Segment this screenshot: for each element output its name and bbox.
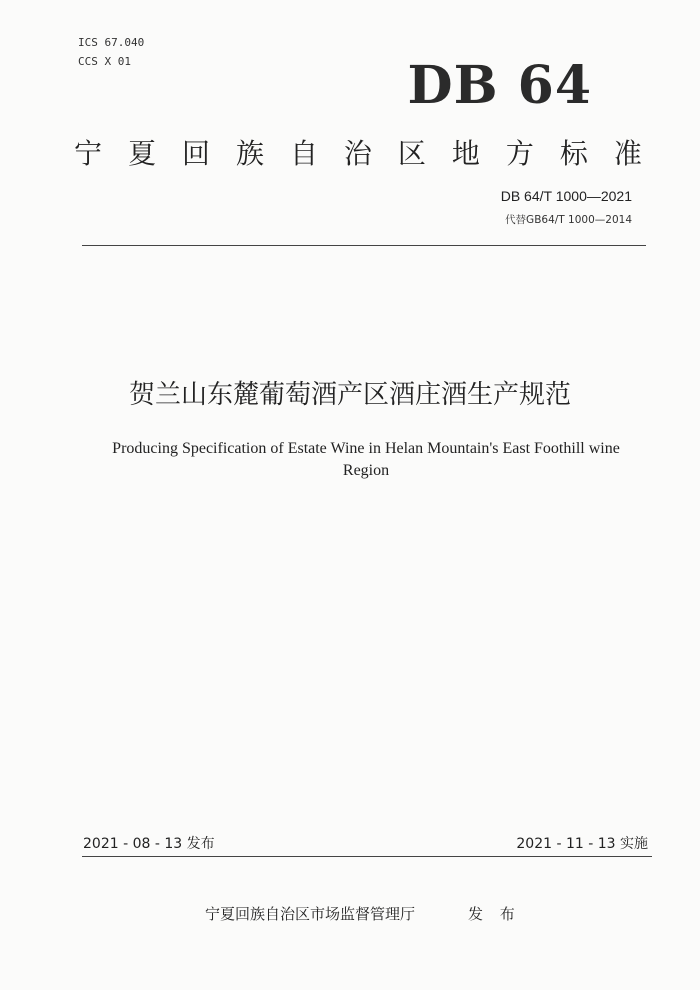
footer-divider	[82, 856, 652, 857]
implementation-date: 2021 - 11 - 13 实施	[516, 836, 648, 852]
standard-type-char: 准	[613, 137, 642, 170]
issuer-name: 宁夏回族自治区市场监督管理厅	[205, 905, 416, 923]
ics-code: ICS 67.040	[78, 36, 145, 49]
ccs-code: CCS X 01	[78, 55, 131, 68]
header-divider	[82, 245, 646, 246]
replaces-standard: 代替GB64/T 1000—2014	[505, 214, 632, 226]
standard-type-char: 治	[343, 137, 372, 170]
standard-type-char: 宁	[74, 137, 103, 170]
classification-codes	[78, 33, 144, 71]
standard-type-char: 标	[559, 137, 588, 170]
standard-type-char: 区	[397, 137, 426, 170]
issue-date: 2021 - 08 - 13 发布	[83, 836, 215, 852]
issuer-action: 发 布	[468, 905, 521, 923]
standard-type-heading	[74, 134, 642, 174]
standard-type-char: 族	[235, 137, 264, 170]
standard-type-char: 方	[505, 137, 534, 170]
standard-number: DB 64/T 1000—2021	[500, 188, 632, 204]
standard-type-char: 地	[451, 137, 480, 170]
standard-type-char: 自	[289, 137, 318, 170]
db-logo: DB 64	[407, 55, 592, 116]
title-chinese: 贺兰山东麓葡萄酒产区酒庄酒生产规范	[128, 380, 571, 410]
title-english: Producing Specification of Estate Wine in Helan Mountain's East Foothill wine Region	[112, 440, 620, 479]
standard-type-char: 回	[181, 137, 210, 170]
standard-type-char: 夏	[127, 137, 156, 170]
